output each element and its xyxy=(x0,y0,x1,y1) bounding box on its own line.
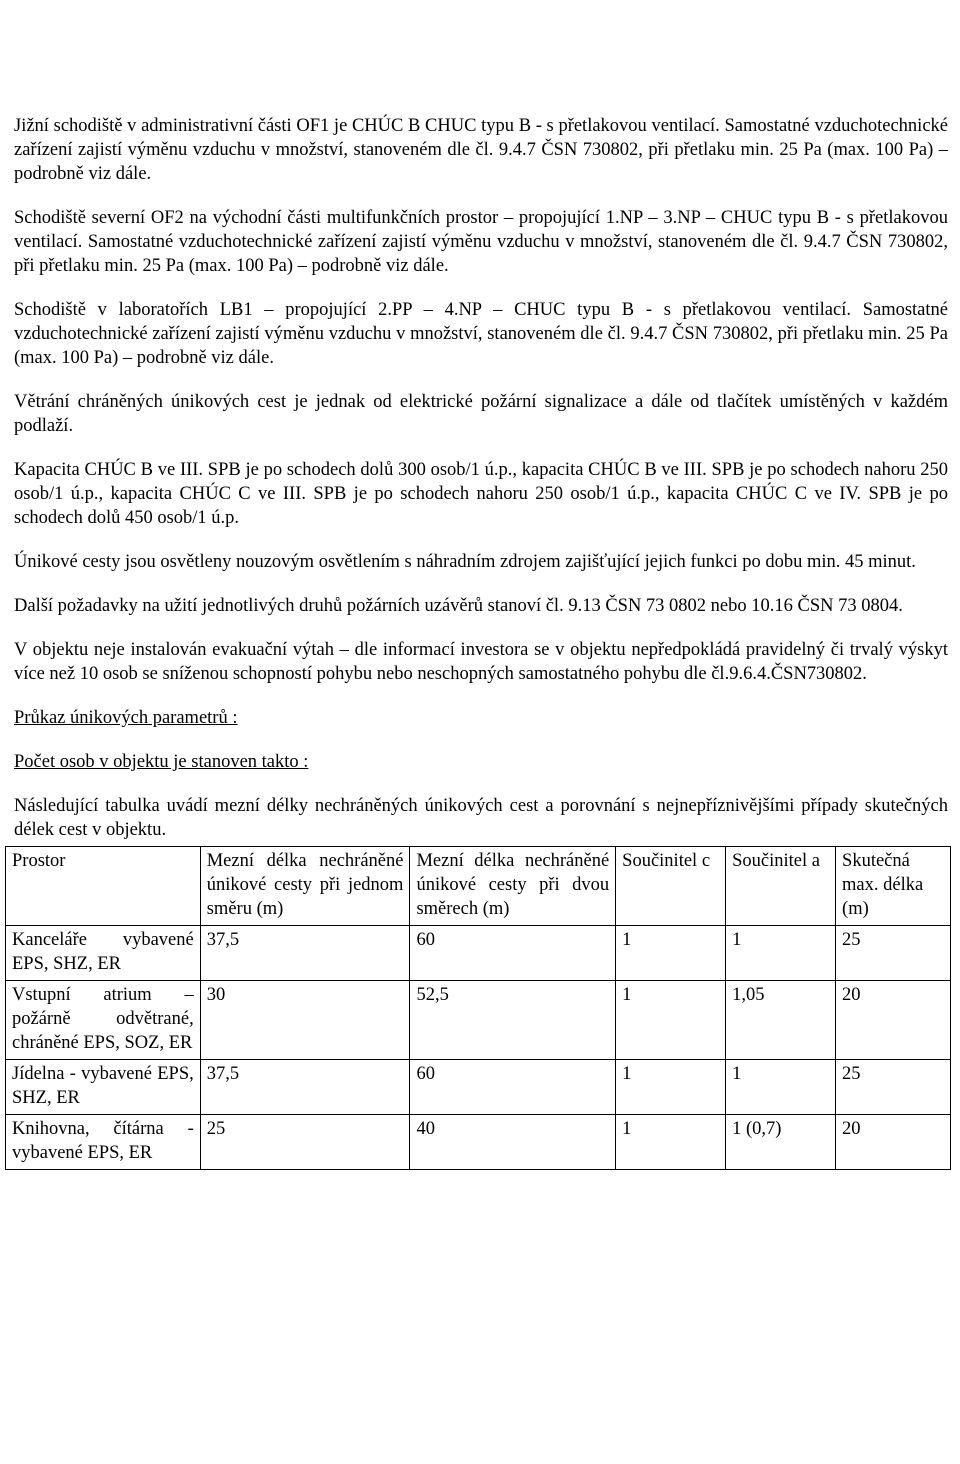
table-cell: 1,05 xyxy=(726,981,836,1060)
table-row xyxy=(6,981,951,1060)
table-cell: 37,5 xyxy=(200,1060,410,1115)
escape-length-table xyxy=(5,846,951,1170)
table-intro: Následující tabulka uvádí mezní délky nechráněných únikových cest a porovnání s nejnepříznivějšími případy skutečných délek cest v objektu. xyxy=(14,796,948,840)
table-cell: 1 xyxy=(616,926,726,981)
header-cell-one-direction: Mezní délka nechráněné únikové cesty při jednom směru (m) xyxy=(200,847,410,926)
heading-persons-count-text: Počet osob v objektu je stanoven takto : xyxy=(14,752,309,772)
table-cell: 20 xyxy=(836,981,951,1060)
table-cell: 1 xyxy=(616,981,726,1060)
table-cell: 20 xyxy=(836,1115,951,1170)
table-cell: Jídelna - vybavené EPS, SHZ, ER xyxy=(6,1060,201,1115)
table-cell: 1 (0,7) xyxy=(726,1115,836,1170)
heading-escape-parameters xyxy=(14,706,948,730)
table-cell: 52,5 xyxy=(410,981,616,1060)
paragraph-capacity: Kapacita CHÚC B ve III. SPB je po schodech dolů 300 osob/1 ú.p., kapacita CHÚC B ve III. SPB je po schodech nahoru 250 osob/1 ú.p., kapacita CHÚC C ve III. SPB je po schodech nahoru 250 osob/1 ú.p., kapacita CHÚC C ve IV. SPB je po schodech dolů 450 osob/1 ú.p. xyxy=(14,460,948,528)
table-cell: Kanceláře vybavené EPS, SHZ, ER xyxy=(6,926,201,981)
table-header-row xyxy=(6,847,951,926)
table-cell: 1 xyxy=(616,1115,726,1170)
header-cell-coef-c: Součinitel c xyxy=(616,847,726,926)
paragraph-ventilation: Větrání chráněných únikových cest je jednak od elektrické požární signalizace a dále od tlačítek umístěných v každém podlaží. xyxy=(14,392,948,436)
header-cell-two-directions: Mezní délka nechráněné únikové cesty při dvou směrech (m) xyxy=(410,847,616,926)
table-cell: 30 xyxy=(200,981,410,1060)
table-row xyxy=(6,1060,951,1115)
paragraph-north-staircase: Schodiště severní OF2 na východní části multifunkčních prostor – propojující 1.NP – 3.NP – CHUC typu B - s přetlakovou ventilací. Samostatné vzduchotechnické zařízení zajistí výměnu vzduchu v množství, stanoveném dle čl. 9.4.7 ČSN 730802, při přetlaku min. 25 Pa (max. 100 Pa) – podrobně viz dále. xyxy=(14,208,948,276)
paragraph-fire-closures: Další požadavky na užití jednotlivých druhů požárních uzávěrů stanoví čl. 9.13 ČSN 73 0802 nebo 10.16 ČSN 73 0804. xyxy=(14,596,903,616)
table-cell: 25 xyxy=(836,1060,951,1115)
table-cell: 1 xyxy=(726,926,836,981)
paragraph-emergency-lighting: Únikové cesty jsou osvětleny nouzovým osvětlením s náhradním zdrojem zajišťující jejich funkci po dobu min. 45 minut. xyxy=(14,552,916,572)
table-cell: 25 xyxy=(836,926,951,981)
heading-escape-parameters-text: Průkaz únikových parametrů : xyxy=(14,708,238,728)
paragraph-evacuation-lift: V objektu neje instalován evakuační výtah – dle informací investora se v objektu nepředpokládá pravidelný či trvalý výskyt více než 10 osob se sníženou schopností pohybu nebo neschopných samostatného pohybu dle čl.9.6.4.ČSN730802. xyxy=(14,640,948,684)
paragraph-south-staircase: Jižní schodiště v administrativní části OF1 je CHÚC B CHUC typu B - s přetlakovou ventilací. Samostatné vzduchotechnické zařízení zajistí výměnu vzduchu v množství, stanoveném dle čl. 9.4.7 ČSN 730802, při přetlaku min. 25 Pa (max. 100 Pa) – podrobně viz dále. xyxy=(14,116,948,184)
table-cell: 40 xyxy=(410,1115,616,1170)
table-cell: 1 xyxy=(726,1060,836,1115)
table-cell: 60 xyxy=(410,1060,616,1115)
table-cell: Vstupní atrium – požárně odvětrané, chráněné EPS, SOZ, ER xyxy=(6,981,201,1060)
table-row xyxy=(6,1115,951,1170)
table-cell: 37,5 xyxy=(200,926,410,981)
heading-persons-count xyxy=(14,750,948,774)
header-cell-coef-a: Součinitel a xyxy=(726,847,836,926)
table-row xyxy=(6,926,951,981)
paragraph-lab-staircase: Schodiště v laboratořích LB1 – propojující 2.PP – 4.NP – CHUC typu B - s přetlakovou ventilací. Samostatné vzduchotechnické zařízení zajistí výměnu vzduchu v množství, stanoveném dle čl. 9.4.7 ČSN 730802, při přetlaku min. 25 Pa (max. 100 Pa) – podrobně viz dále. xyxy=(14,300,948,368)
table-cell: 60 xyxy=(410,926,616,981)
table-cell: Knihovna, čítárna - vybavené EPS, ER xyxy=(6,1115,201,1170)
table-cell: 1 xyxy=(616,1060,726,1115)
header-cell-space: Prostor xyxy=(6,847,201,926)
table-cell: 25 xyxy=(200,1115,410,1170)
header-cell-actual-length: Skutečná max. délka (m) xyxy=(836,847,951,926)
document-page xyxy=(14,114,948,1170)
